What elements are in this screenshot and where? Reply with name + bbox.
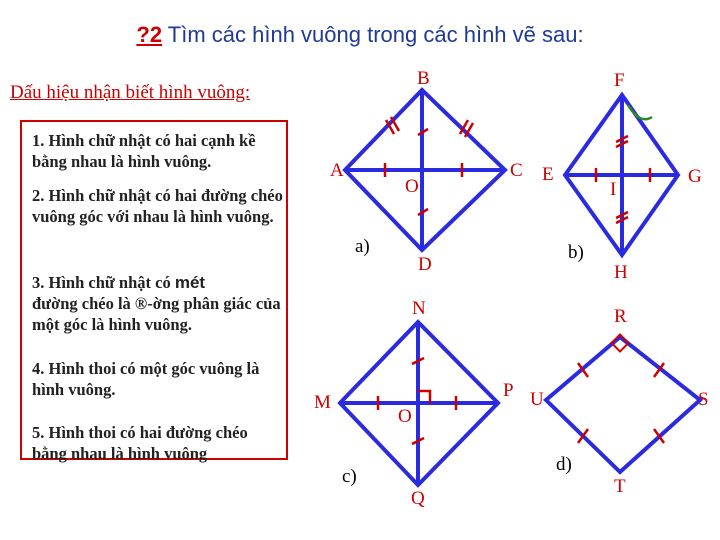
label-P: P (503, 380, 514, 401)
rule-3-part-3: đường chéo là ®-ờng (32, 294, 180, 313)
rule-3-part-4: phân giác của một góc là hình vuông. (32, 294, 281, 334)
caption-d: d) (556, 454, 572, 475)
figure-a-ticks (385, 117, 473, 215)
figure-d-ticks (578, 363, 664, 443)
label-O-a: O (405, 176, 419, 197)
label-R: R (614, 306, 627, 327)
label-E: E (542, 164, 554, 185)
question-number: ?2 (136, 22, 163, 47)
figure-b (565, 95, 678, 255)
figure-c (340, 322, 498, 485)
label-I: I (610, 179, 617, 200)
rule-1: 1. Hình chữ nhật có hai cạnh kề bằng nhau là hình vuông. (32, 131, 256, 171)
rule-4: 4. Hình thoi có một góc vuông là hình vuông. (32, 359, 260, 399)
label-C: C (510, 160, 523, 181)
question-text: Tìm các hình vuông trong các hình vẽ sau: (162, 22, 584, 47)
caption-c: c) (342, 466, 357, 487)
label-A: A (330, 160, 344, 181)
label-H: H (614, 262, 628, 283)
caption-a: a) (355, 236, 370, 257)
figure-d-quadrilateral (546, 337, 700, 472)
label-B: B (417, 68, 430, 89)
rule-2: 2. Hình chữ nhật có hai đường chéo vuông góc với nhau là hình vuông. (32, 186, 283, 226)
rule-5: 5. Hình thoi có hai đường chéo bằng nhau là hình vuông (32, 423, 248, 463)
label-O-c: O (398, 406, 412, 427)
label-M: M (314, 392, 331, 413)
label-G: G (688, 166, 702, 187)
figure-d (546, 337, 700, 472)
label-D: D (418, 254, 432, 275)
label-T: T (614, 476, 626, 497)
label-S: S (698, 389, 709, 410)
rule-3-part-2: mét (174, 273, 206, 292)
label-F: F (614, 70, 625, 91)
label-Q: Q (411, 488, 425, 509)
label-N: N (412, 298, 426, 319)
rule-3-part-1: 3. Hình chữ nhật có (32, 273, 175, 292)
caption-b: b) (568, 242, 584, 263)
section-subheading: Dấu hiệu nhận biết hình vuông: (10, 82, 251, 103)
label-U: U (530, 389, 544, 410)
figure-a (345, 90, 505, 250)
